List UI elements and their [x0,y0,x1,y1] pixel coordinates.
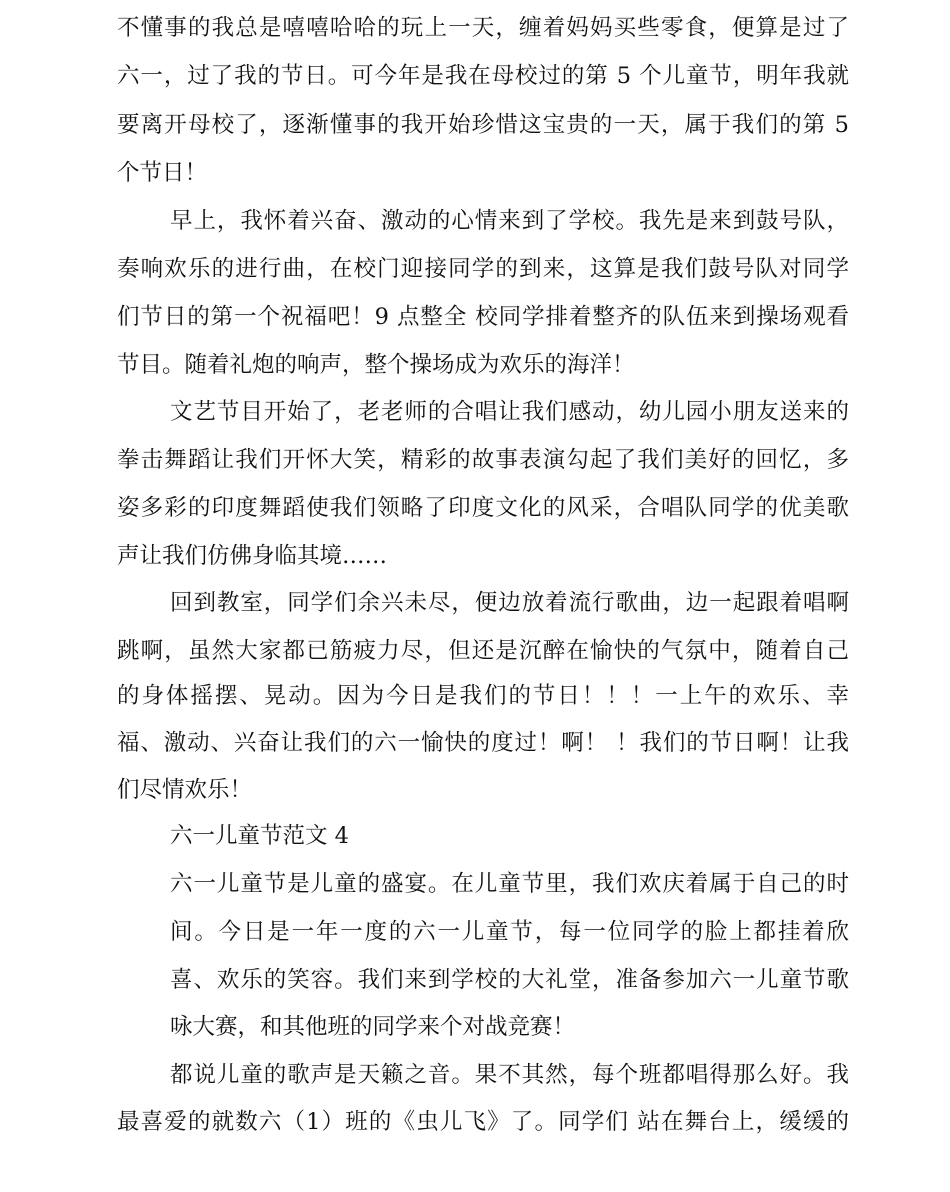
text-line: 间。今日是一年一度的六一儿童节，每一位同学的脸上都挂着欣 [170,919,849,945]
text-line: 早上，我怀着兴奋、激动的心情来到了学校。我先是来到鼓号队， [170,208,849,234]
text-line: 奏响欢乐的进行曲，在校门迎接同学的到来，这算是我们鼓号队对同学 [117,256,849,282]
text-line: 不懂事的我总是嘻嘻哈哈的玩上一天，缠着妈妈买些零食，便算是过了 [117,15,849,41]
text-line: 文艺节目开始了，老老师的合唱让我们感动，幼儿园小朋友送来的 [170,399,849,425]
text-line: 跳啊，虽然大家都已筋疲力尽，但还是沉醉在愉快的气氛中，随着自己 [117,638,849,664]
text-line: 们尽情欢乐！ [117,777,253,803]
text-line: 都说儿童的歌声是天籁之音。果不其然，每个班都唱得那么好。我 [170,1062,849,1088]
text-line: 咏大赛，和其他班的同学来个对战竞赛！ [170,1014,576,1040]
text-line: 最喜爱的就数六（1）班的《虫儿飞》了。同学们 站在舞台上，缓缓的 [117,1109,849,1135]
text-line: 声让我们仿佛身临其境…… [117,543,388,569]
text-line: 福、激动、兴奋让我们的六一愉快的度过！啊！ ！我们的节日啊！让我 [117,730,849,756]
text-line: 六一，过了我的节日。可今年是我在母校过的第 5 个儿童节，明年我就 [117,63,849,89]
text-line: 拳击舞蹈让我们开怀大笑，精彩的故事表演勾起了我们美好的回忆，多 [117,447,849,473]
text-line: 喜、欢乐的笑容。我们来到学校的大礼堂，准备参加六一儿童节歌 [170,967,849,993]
text-line: 要离开母校了，逐渐懂事的我开始珍惜这宝贵的一天，属于我们的第 5 [117,112,849,138]
text-line: 节目。随着礼炮的响声，整个操场成为欢乐的海洋！ [117,352,635,378]
text-line: 的身体摇摆、晃动。因为今日是我们的节日！！！一上午的欢乐、幸 [117,683,849,709]
text-line: 姿多彩的印度舞蹈使我们领略了印度文化的风采，合唱队同学的优美歌 [117,495,849,521]
text-line: 个节日！ [117,160,208,186]
text-line: 们节日的第一个祝福吧！9 点整全 校同学排着整齐的队伍来到操场观看 [117,304,849,330]
section-heading: 六一儿童节范文 4 [170,823,349,849]
text-line: 六一儿童节是儿童的盛宴。在儿童节里，我们欢庆着属于自己的时 [170,871,849,897]
text-line: 回到教室，同学们余兴未尽，便边放着流行歌曲，边一起跟着唱啊 [170,590,849,616]
